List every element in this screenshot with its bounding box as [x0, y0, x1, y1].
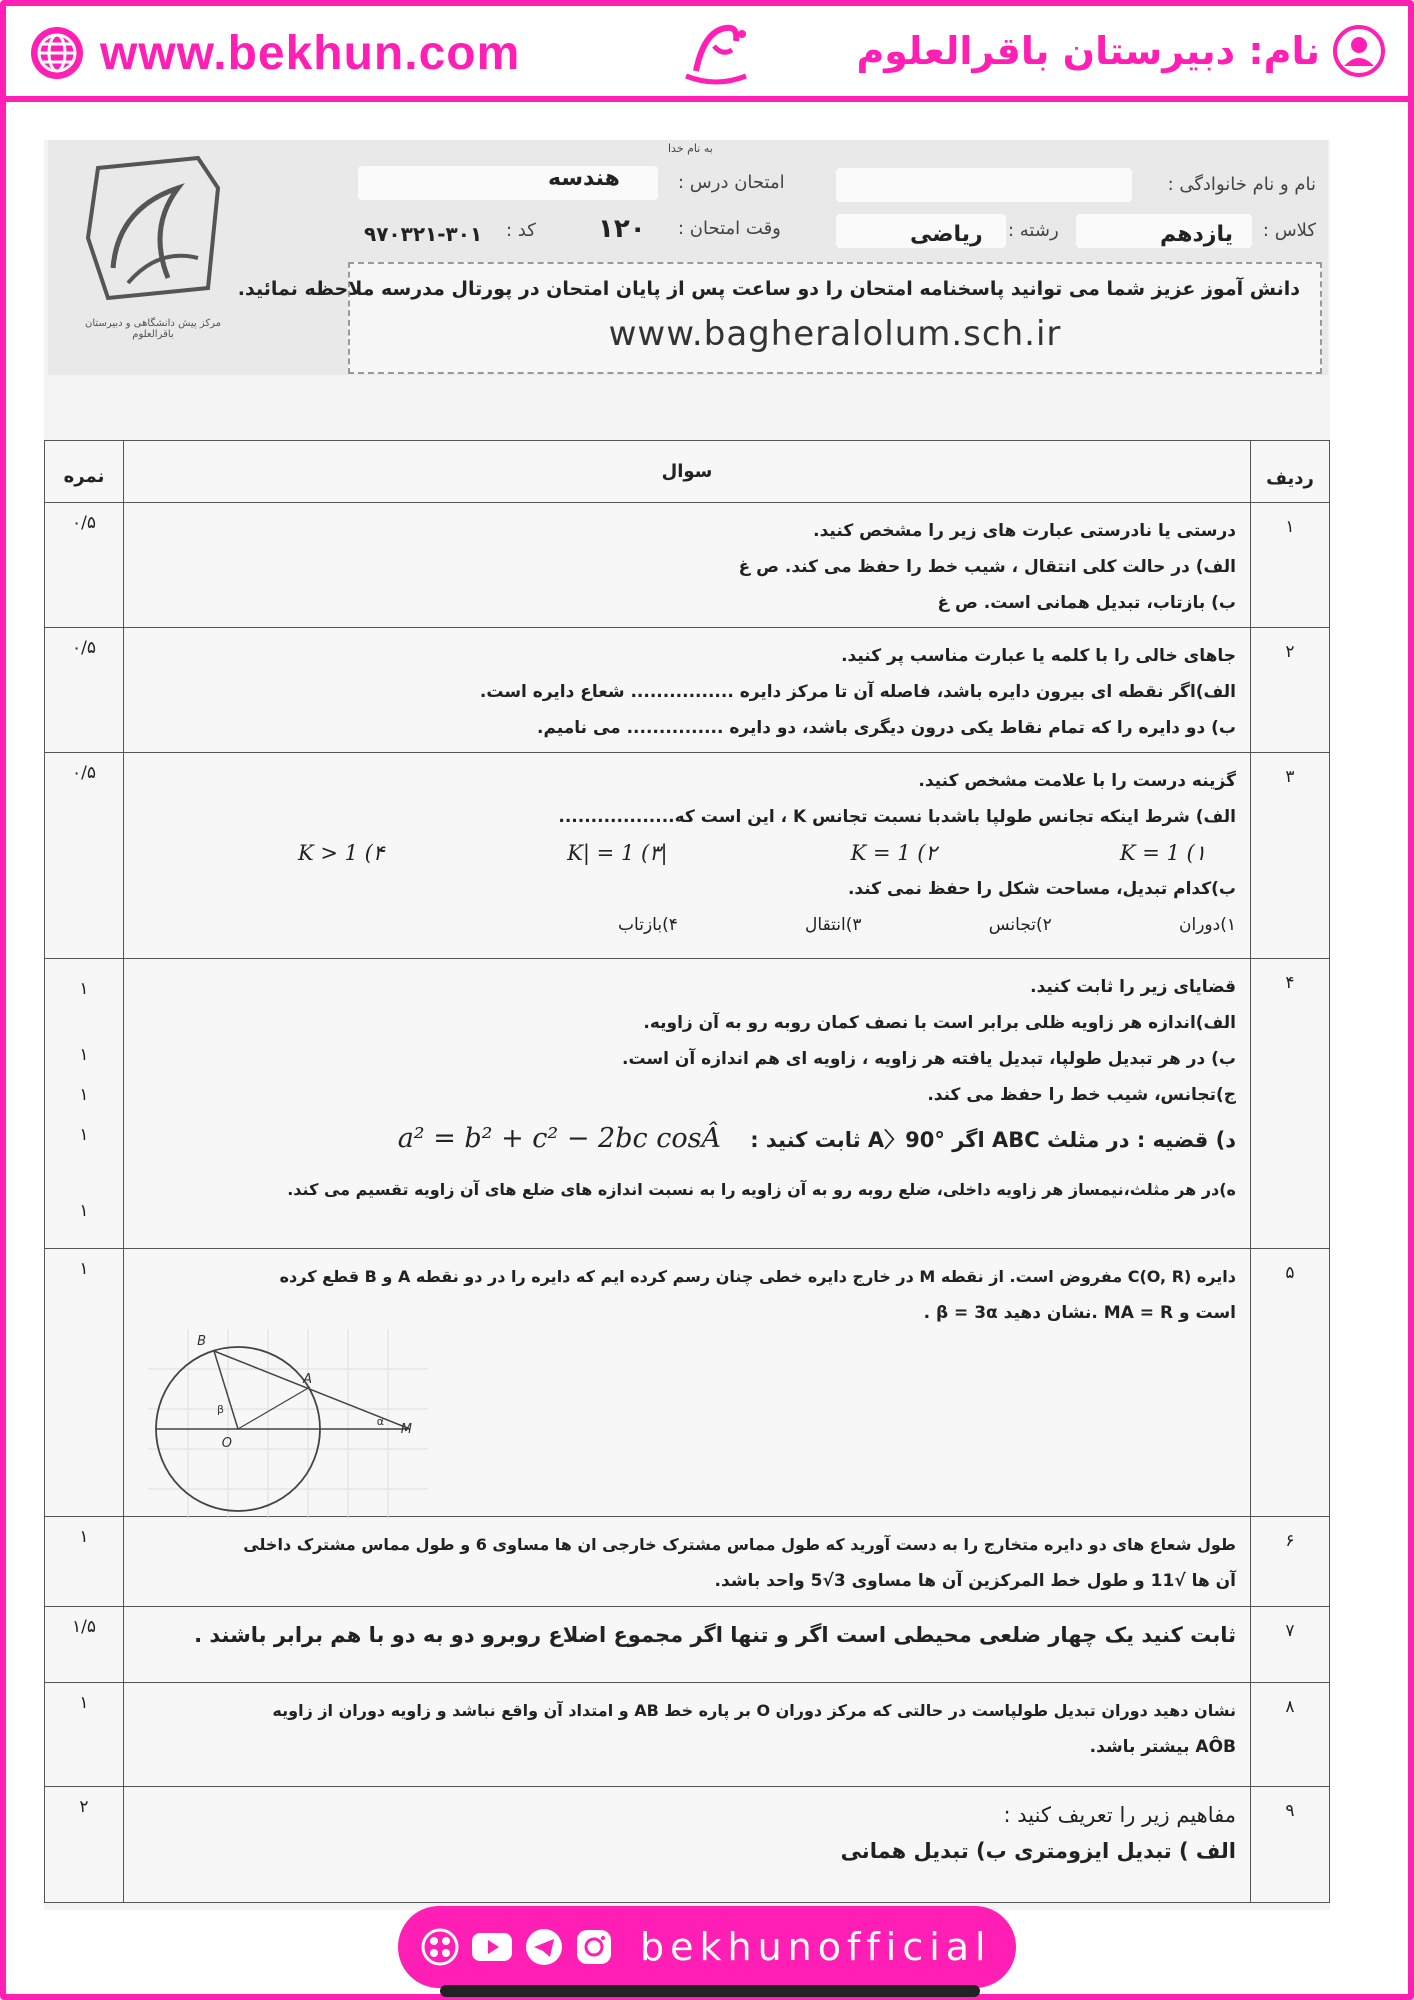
row-number: ۵	[1251, 1249, 1330, 1517]
table-row	[45, 1249, 1330, 1517]
school-name	[856, 24, 1386, 78]
question-line: AÔB بیشتر باشد.	[1089, 1737, 1236, 1757]
website-text[interactable]: www.bekhun.com	[100, 26, 521, 80]
question-text	[124, 1683, 1251, 1787]
question-line: مفاهیم زیر را تعریف کنید :	[1003, 1803, 1236, 1827]
score	[45, 959, 124, 1249]
code-label: کد :	[506, 220, 536, 241]
telegram-icon[interactable]	[524, 1927, 564, 1967]
label-m: M	[400, 1422, 412, 1437]
exam-sheet	[44, 140, 1330, 1910]
question-line: ب) دو دایره را که تمام نقاط یکی درون دیگری باشد، دو دایره ............... می نامیم.	[537, 718, 1236, 738]
row-number: ۲	[1251, 628, 1330, 753]
score: ۲	[45, 1787, 124, 1903]
question-line: الف)اندازه هر زاویه ظلی برابر است با نصف کمان روبه رو به آن زاویه.	[643, 1013, 1236, 1033]
question-line: دایره C(O, R) مفروض است. از نقطه M در خارج دایره خطی چنان رسم کرده ایم که دایره را در دو نقطه A و B قطع کرده	[279, 1267, 1236, 1286]
question-line: ثابت کنید یک چهار ضلعی محیطی است اگر و تنها اگر مجموع اضلاع روبرو دو به دو با هم برابر باشند .	[194, 1623, 1236, 1647]
question-line: است و MA = R .نشان دهید β = 3α .	[923, 1303, 1236, 1323]
question-text	[124, 1249, 1251, 1517]
score: ۱	[45, 1683, 124, 1787]
name-field[interactable]	[836, 168, 1132, 202]
question-line: ب) بازتاب، تبدیل همانی است. ص غ	[937, 593, 1236, 613]
table-row	[45, 1607, 1330, 1683]
sub-score: ۱	[79, 979, 89, 999]
circle-diagram	[148, 1329, 428, 1519]
score: ۰/۵	[45, 628, 124, 753]
col-score-header: نمره	[45, 441, 124, 503]
question-line: ه)در هر مثلث،نیمساز هر زاویه داخلی، ضلع روبه رو به آن زاویه را به نسبت اندازه های ضلع های آن زاویه تقسیم می کند.	[287, 1180, 1236, 1199]
label-b: B	[197, 1334, 206, 1349]
exam-value: هندسه	[548, 166, 620, 191]
table-row	[45, 628, 1330, 753]
question-line: الف) شرط اینکه تجانس طولپا باشدبا نسبت تجانس K ، این است که..................	[558, 807, 1236, 827]
top-banner	[6, 6, 1408, 102]
question-line: الف)اگر نقطه ای بیرون دایره باشد، فاصله آن تا مرکز دایره ................ شعاع دایره است.	[479, 682, 1236, 702]
question-text	[124, 628, 1251, 753]
notice-box	[237, 262, 1322, 374]
col-question-header: سوال	[124, 441, 1251, 503]
row-number: ۹	[1251, 1787, 1330, 1903]
table-row	[45, 959, 1330, 1249]
field-label: رشته :	[1008, 220, 1059, 241]
option-4[interactable]: ۴)بازتاب	[618, 915, 678, 935]
label-o: O	[221, 1436, 232, 1451]
question-line: ب)کدام تبدیل، مساحت شکل را حفظ نمی کند.	[847, 879, 1236, 899]
option-4[interactable]: K > 1 (۴	[298, 841, 385, 865]
option-2[interactable]: ۲)تجانس	[988, 915, 1052, 935]
sub-score: ۱	[79, 1201, 89, 1221]
theorem-statement: د) قضیه : در مثلث ABC اگر A〉90° ثابت کنید :	[750, 1128, 1236, 1152]
question-line: نشان دهید دوران تبدیل طولپاست در حالتی که مرکز دوران O بر پاره خط AB و امتداد آن واقع نباشد و زاویه دوران از زاویه	[272, 1701, 1236, 1720]
table-row	[45, 503, 1330, 628]
score: ۱	[45, 1249, 124, 1517]
question-line: ب) در هر تبدیل طولپا، تبدیل یافته هر زاویه ، زاویه ای هم اندازه آن است.	[622, 1049, 1236, 1069]
question-line: گزینه درست را با علامت مشخص کنید.	[918, 771, 1236, 791]
class-label: کلاس :	[1262, 220, 1316, 241]
table-row	[45, 753, 1330, 959]
option-3[interactable]: ۳)انتقال	[805, 915, 862, 935]
instagram-icon[interactable]	[574, 1927, 614, 1967]
table-header-row	[45, 441, 1330, 503]
website-link[interactable]	[28, 24, 520, 82]
row-number: ۳	[1251, 753, 1330, 959]
question-line: جاهای خالی را با کلمه یا عبارت مناسب پر کنید.	[841, 646, 1236, 666]
question-line: قضایای زیر را ثابت کنید.	[1030, 977, 1236, 997]
option-1[interactable]: ۱)دوران	[1179, 915, 1236, 935]
aparat-icon[interactable]	[420, 1927, 460, 1967]
sub-score: ۱	[79, 1045, 89, 1065]
exam-label: امتحان درس :	[678, 172, 785, 193]
question-text	[124, 1607, 1251, 1683]
row-number: ۱	[1251, 503, 1330, 628]
school-logo	[78, 148, 228, 348]
sub-score: ۱	[79, 1085, 89, 1105]
question-line: درستی یا نادرستی عبارت های زیر را مشخص کنید.	[813, 521, 1236, 541]
score: ۱	[45, 1517, 124, 1607]
question-text	[124, 503, 1251, 628]
time-label: وقت امتحان :	[678, 218, 781, 239]
question-line: الف) در حالت کلی انتقال ، شیب خط را حفظ می کند. ص غ	[738, 557, 1236, 577]
question-text	[124, 959, 1251, 1249]
label-alpha: α	[376, 1415, 384, 1428]
row-number: ۴	[1251, 959, 1330, 1249]
bekhun-logo	[666, 16, 766, 96]
question-text	[124, 753, 1251, 959]
user-icon	[1332, 24, 1386, 78]
field-value: ریاضی	[910, 222, 983, 247]
question-line: ج)تجانس، شیب خط را حفظ می کند.	[927, 1085, 1236, 1105]
pill-shadow	[440, 1985, 980, 1997]
question-text	[124, 1517, 1251, 1607]
globe-icon	[28, 24, 86, 82]
score: ۱/۵	[45, 1607, 124, 1683]
option-3[interactable]: |K| = 1 (۳	[567, 841, 668, 865]
row-number: ۷	[1251, 1607, 1330, 1683]
notice-text: دانش آموز عزیز شما می توانید پاسخنامه امتحان را دو ساعت پس از پایان امتحان در پورتال مدرسه ملاحظه نمائید.	[237, 278, 1300, 300]
row-number: ۸	[1251, 1683, 1330, 1787]
score: ۰/۵	[45, 503, 124, 628]
label-a: A	[303, 1372, 312, 1387]
law-of-cosines-formula: a² = b² + c² − 2bc cosÂ	[397, 1123, 721, 1154]
label-beta: β	[216, 1403, 224, 1416]
sub-score: ۱	[79, 1125, 89, 1145]
option-2[interactable]: K = 1 (۲	[850, 841, 937, 865]
bismillah: به نام خدا	[668, 142, 713, 155]
time-value: ۱۲۰	[598, 214, 646, 244]
question-line: طول شعاع های دو دایره متخارج را به دست آورید که طول مماس مشترک خارجی ان ها مساوی 6 و طول مماس مشترک داخلی	[243, 1535, 1236, 1554]
name-label: نام و نام خانوادگی :	[1167, 174, 1316, 195]
question-line: آن ها √11 و طول خط المرکزین آن ها مساوی 3√5 واحد باشد.	[714, 1571, 1236, 1591]
col-row-header: ردیف	[1251, 441, 1330, 503]
question-line: الف ) تبدیل ایزومتری ب) تبدیل همانی	[840, 1839, 1236, 1863]
question-text	[124, 1787, 1251, 1903]
social-handle[interactable]: bekhunofficial	[640, 1925, 992, 1969]
portal-url[interactable]: www.bagheralolum.sch.ir	[608, 314, 1062, 354]
youtube-icon[interactable]	[470, 1927, 514, 1967]
code-value: ۹۷۰۳۲۱-۳۰۱	[364, 222, 483, 246]
school-name-text: نام: دبیرستان باقرالعلوم	[856, 29, 1320, 73]
class-value: یازدهم	[1160, 222, 1233, 247]
school-logo-caption: مرکز پیش دانشگاهی و دبیرستان باقرالعلوم	[85, 318, 221, 340]
score: ۰/۵	[45, 753, 124, 959]
questions-table	[44, 440, 1330, 1903]
row-number: ۶	[1251, 1517, 1330, 1607]
option-1[interactable]: K = 1 (۱	[1119, 841, 1206, 865]
options-row	[138, 835, 1236, 871]
social-bar[interactable]	[398, 1906, 1016, 1988]
options-row	[138, 907, 1236, 943]
question-line	[138, 1121, 1236, 1158]
table-row	[45, 1683, 1330, 1787]
table-row	[45, 1517, 1330, 1607]
exam-header	[48, 140, 1328, 375]
table-row	[45, 1787, 1330, 1903]
